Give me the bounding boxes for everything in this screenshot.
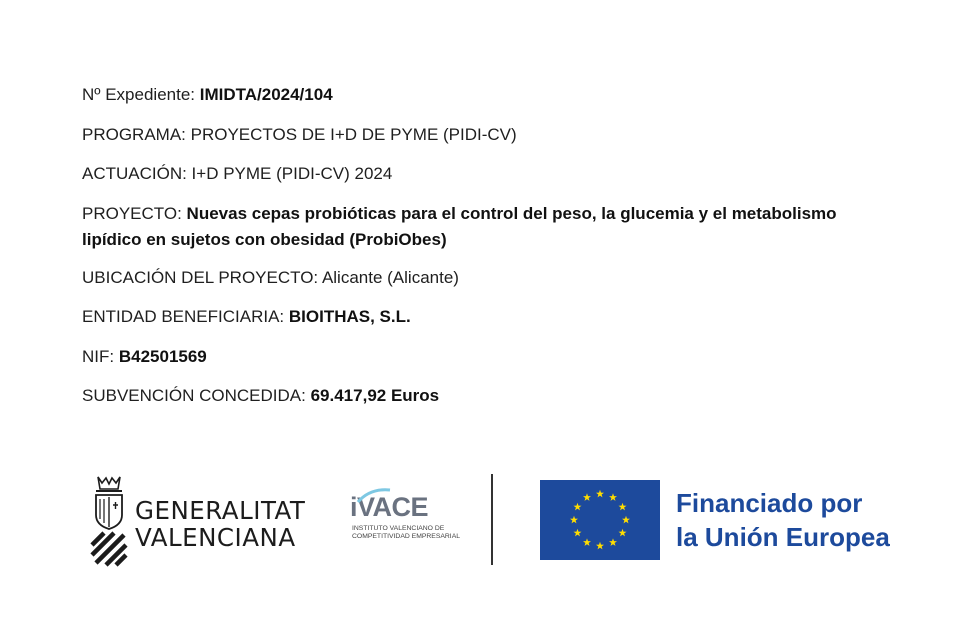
field-actuacion: ACTUACIÓN: I+D PYME (PIDI-CV) 2024	[82, 164, 393, 183]
generalitat-logo	[88, 475, 318, 567]
ivace-wordmark: iVACE	[350, 492, 429, 522]
eu-flag-icon	[540, 480, 660, 560]
ivace-subtitle: INSTITUTO VALENCIANO DE COMPETITIVIDAD EMPRESARIAL	[352, 525, 461, 540]
field-ubicacion: UBICACIÓN DEL PROYECTO: Alicante (Alicante)	[82, 267, 459, 287]
field-value: B42501569	[118, 346, 207, 366]
field-value: IMIDTA/2024/104	[199, 85, 333, 104]
field-nif: NIF: B42501569	[82, 346, 207, 366]
logo-divider	[491, 474, 493, 565]
project-info	[82, 82, 862, 423]
ivace-logo	[350, 492, 460, 552]
eu-funding-text: Financiado por la Unión Europea	[676, 488, 890, 552]
generalitat-emblem-icon	[88, 475, 130, 567]
ivace-swoosh-icon	[356, 486, 416, 506]
field-programa: PROGRAMA: PROYECTOS DE I+D DE PYME (PIDI-CV)	[82, 124, 517, 144]
logos-footer	[0, 470, 979, 570]
field-subvencion: SUBVENCIÓN CONCEDIDA: 69.417,92 Euros	[82, 386, 440, 405]
field-proyecto: PROYECTO: Nuevas cepas probióticas para el control del peso, la glucemia y el metabolismo lipídico en sujetos con obesidad (ProbiObes)	[82, 203, 837, 249]
generalitat-wordmark: GENERALITAT VALENCIANA	[135, 496, 306, 552]
field-value: 69.417,92 Euros	[310, 386, 440, 405]
field-value: BIOITHAS, S.L.	[288, 307, 411, 326]
field-value: Nuevas cepas probióticas para el control del peso, la glucemia y el metabolismo lipídico en sujetos con obesidad (ProbiObes)	[82, 203, 837, 249]
field-entidad: ENTIDAD BENEFICIARIA: BIOITHAS, S.L.	[82, 307, 411, 326]
field-expediente: Nº Expediente: IMIDTA/2024/104	[82, 85, 333, 104]
